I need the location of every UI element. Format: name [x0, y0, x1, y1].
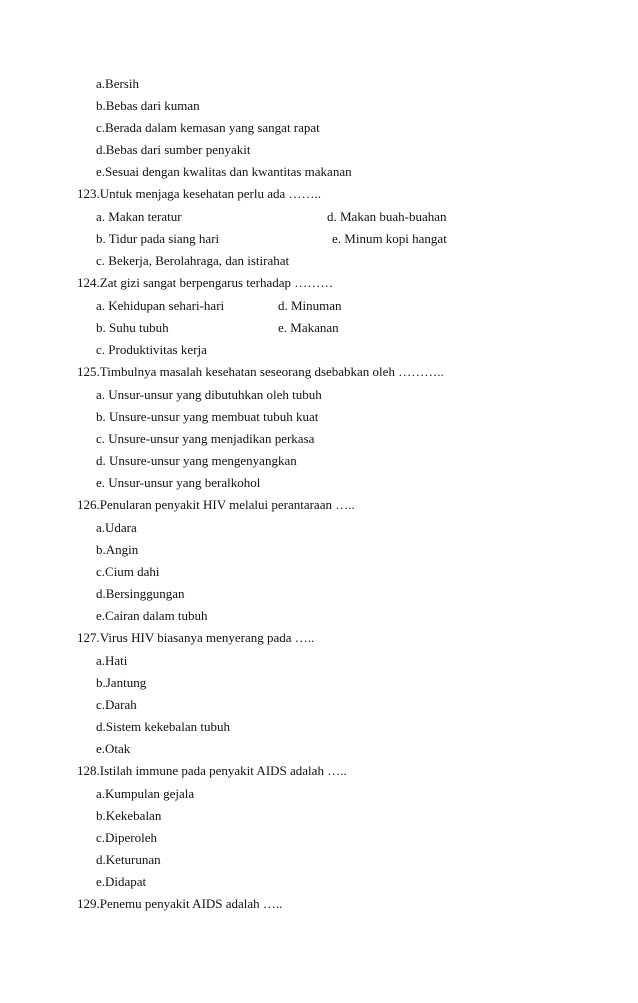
q122-option-e: e.Sesuai dengan kwalitas dan kwantitas makanan: [96, 164, 352, 179]
q126-option-b: b.Angin: [96, 542, 139, 557]
q126-option-a: a.Udara: [96, 520, 137, 535]
q127-option-b: b.Jantung: [96, 675, 147, 690]
q126-option-d: d.Bersinggungan: [96, 586, 185, 601]
q128-option-c: c.Diperoleh: [96, 830, 158, 845]
q125-option-e: e. Unsur-unsur yang beralkohol: [96, 475, 261, 490]
q123-option-d: d. Makan buah-buahan: [327, 209, 447, 224]
q125-question: 125.Timbulnya masalah kesehatan seseorang dsebabkan oleh ………..: [77, 364, 444, 379]
q127-option-d: d.Sistem kekebalan tubuh: [96, 719, 230, 734]
q127-option-e: e.Otak: [96, 741, 131, 756]
q124-option-d: d. Minuman: [278, 298, 342, 313]
q122-option-c: c.Berada dalam kemasan yang sangat rapat: [96, 120, 320, 135]
q126-option-e: e.Cairan dalam tubuh: [96, 608, 208, 623]
q123-question: 123.Untuk menjaga kesehatan perlu ada ……..: [77, 186, 322, 201]
q122-option-d: d.Bebas dari sumber penyakit: [96, 142, 251, 157]
q127-option-a: a.Hati: [96, 653, 128, 668]
q123-option-c: c. Bekerja, Berolahraga, dan istirahat: [96, 253, 290, 268]
q129-question: 129.Penemu penyakit AIDS adalah …..: [77, 896, 283, 911]
q124-option-b: b. Suhu tubuh: [96, 320, 169, 335]
q122-option-b: b.Bebas dari kuman: [96, 98, 200, 113]
q128-option-e: e.Didapat: [96, 874, 147, 889]
q122-option-a: a.Bersih: [96, 76, 139, 91]
q127-option-c: c.Darah: [96, 697, 137, 712]
q125-option-a: a. Unsur-unsur yang dibutuhkan oleh tubuh: [96, 387, 322, 402]
q124-option-e: e. Makanan: [278, 320, 339, 335]
q126-question: 126.Penularan penyakit HIV melalui perantaraan …..: [77, 497, 355, 512]
q128-option-d: d.Keturunan: [96, 852, 161, 867]
q123-option-a: a. Makan teratur: [96, 209, 182, 224]
q125-option-b: b. Unsure-unsur yang membuat tubuh kuat: [96, 409, 319, 424]
q128-question: 128.Istilah immune pada penyakit AIDS adalah …..: [77, 763, 347, 778]
q123-option-e: e. Minum kopi hangat: [332, 231, 447, 246]
q124-option-a: a. Kehidupan sehari-hari: [96, 298, 225, 313]
q127-question: 127.Virus HIV biasanya menyerang pada …..: [77, 630, 315, 645]
q126-option-c: c.Cium dahi: [96, 564, 160, 579]
q124-question: 124.Zat gizi sangat berpengarus terhadap ………: [77, 275, 334, 290]
q128-option-a: a.Kumpulan gejala: [96, 786, 195, 801]
q125-option-d: d. Unsure-unsur yang mengenyangkan: [96, 453, 297, 468]
q123-option-b: b. Tidur pada siang hari: [96, 231, 220, 246]
q124-option-c: c. Produktivitas kerja: [96, 342, 207, 357]
q125-option-c: c. Unsure-unsur yang menjadikan perkasa: [96, 431, 315, 446]
q128-option-b: b.Kekebalan: [96, 808, 162, 823]
